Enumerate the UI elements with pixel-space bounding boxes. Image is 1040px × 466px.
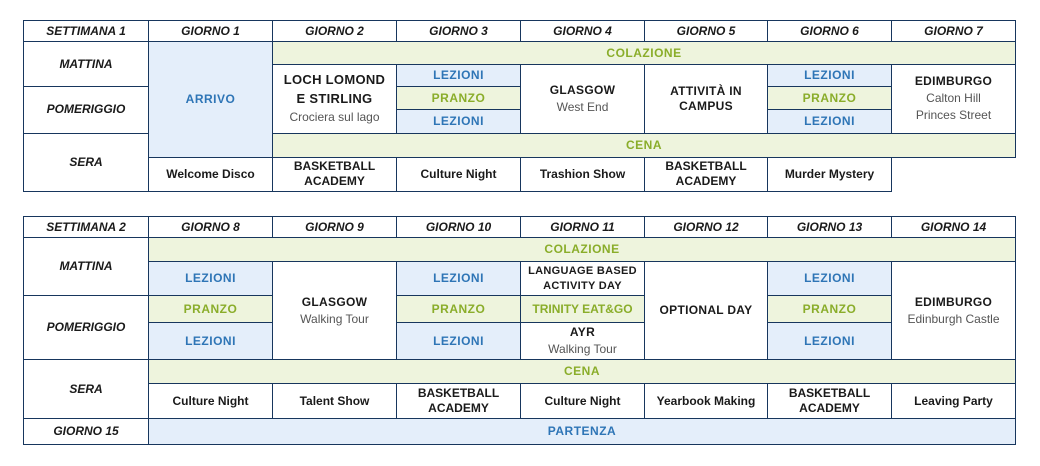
day-10-lessons-afternoon: LEZIONI [397, 323, 521, 360]
day-7-subtitle-line1: Calton Hill [926, 91, 981, 106]
day-7-subtitle-line2: Princes Street [915, 108, 992, 123]
day-15-label: GIORNO 15 [24, 419, 149, 445]
day-14-evening: Leaving Party [892, 384, 1016, 419]
day-14-activity [892, 262, 1016, 360]
day-6-evening: BASKETBALL ACADEMY [645, 157, 768, 191]
day-2-title-line1: LOCH LOMOND [283, 72, 386, 88]
breakfast-cell: COLAZIONE [273, 42, 1016, 65]
day-6-lunch: PRANZO [768, 87, 892, 110]
day-11-morning-line1: LANGUAGE BASED [528, 264, 637, 277]
day-7-header: GIORNO 7 [892, 21, 1016, 42]
day-10-lessons-morning: LEZIONI [397, 262, 521, 296]
day-5-activity [645, 65, 768, 133]
morning-label: MATTINA [24, 42, 149, 87]
day-4-header: GIORNO 4 [521, 21, 645, 42]
day-11-lunch: TRINITY EAT&GO [521, 296, 645, 323]
day-10-header: GIORNO 10 [397, 217, 521, 238]
dinner-cell: CENA [273, 133, 1016, 157]
day-3-evening: BASKETBALL ACADEMY [273, 157, 397, 191]
week-2-schedule-table [23, 216, 1016, 445]
day-14-header: GIORNO 14 [892, 217, 1016, 238]
evening-label: SERA [24, 133, 149, 191]
day-9-activity [273, 262, 397, 360]
day-11-title: AYR [569, 325, 596, 339]
day-3-lunch: PRANZO [397, 87, 521, 110]
day-4-activity [521, 65, 645, 133]
w2-dinner-cell: CENA [149, 360, 1016, 384]
day-2-title-line2: E STIRLING [296, 91, 373, 107]
day-2-subtitle: Crociera sul lago [289, 110, 380, 125]
departure-cell: PARTENZA [149, 419, 1016, 445]
day-5-header: GIORNO 5 [645, 21, 768, 42]
day-10-lunch: PRANZO [397, 296, 521, 323]
day-4-evening: Culture Night [397, 157, 521, 191]
week-1-label: SETTIMANA 1 [24, 21, 149, 42]
day-11-morning-activity [521, 262, 645, 296]
w2-evening-label: SERA [24, 360, 149, 419]
day-12-activity [645, 262, 768, 360]
day-6-lessons-afternoon: LEZIONI [768, 110, 892, 133]
day-7-evening: Murder Mystery [768, 157, 892, 191]
day-12-evening: Yearbook Making [645, 384, 768, 419]
day-13-lunch: PRANZO [768, 296, 892, 323]
day-10-evening: BASKETBALL ACADEMY [397, 384, 521, 419]
day-8-lunch: PRANZO [149, 296, 273, 323]
day-5-title-line1: ATTIVITÀ IN [670, 83, 742, 98]
day-4-subtitle: West End [556, 99, 609, 114]
w2-afternoon-label: POMERIGGIO [24, 296, 149, 360]
day-13-lessons-morning: LEZIONI [768, 262, 892, 296]
day-3-lessons-morning: LEZIONI [397, 65, 521, 87]
day-11-afternoon-activity [521, 323, 645, 360]
day-3-lessons-afternoon: LEZIONI [397, 110, 521, 133]
day-2-evening: Welcome Disco [149, 157, 273, 191]
day-6-header: GIORNO 6 [768, 21, 892, 42]
day-7-activity [892, 65, 1016, 133]
day-4-title: GLASGOW [549, 82, 616, 97]
day-8-evening: Culture Night [149, 384, 273, 419]
arrival-cell: ARRIVO [149, 42, 273, 158]
day-11-subtitle: Walking Tour [548, 342, 617, 356]
day-11-morning-line2: ACTIVITY DAY [543, 279, 622, 292]
day-9-title: GLASGOW [301, 294, 368, 309]
day-5-evening: Trashion Show [521, 157, 645, 191]
w2-morning-label: MATTINA [24, 238, 149, 296]
w2-breakfast-cell: COLAZIONE [149, 238, 1016, 262]
day-8-header: GIORNO 8 [149, 217, 273, 238]
day-3-header: GIORNO 3 [397, 21, 521, 42]
day-6-lessons-morning: LEZIONI [768, 65, 892, 87]
day-7-title: EDIMBURGO [914, 74, 993, 89]
week-1-schedule-table [23, 20, 1016, 192]
day-11-header: GIORNO 11 [521, 217, 645, 238]
day-13-evening: BASKETBALL ACADEMY [768, 384, 892, 419]
day-9-subtitle: Walking Tour [300, 311, 369, 326]
afternoon-label: POMERIGGIO [24, 87, 149, 133]
day-11-evening: Culture Night [521, 384, 645, 419]
day-14-title: EDIMBURGO [914, 294, 993, 309]
day-12-title: OPTIONAL DAY [659, 303, 753, 317]
day-9-evening: Talent Show [273, 384, 397, 419]
day-5-title-line2: CAMPUS [679, 98, 733, 113]
day-2-activity [273, 65, 397, 133]
day-8-lessons-afternoon: LEZIONI [149, 323, 273, 360]
day-14-subtitle: Edinburgh Castle [907, 311, 1000, 326]
week-2-label: SETTIMANA 2 [24, 217, 149, 238]
day-12-header: GIORNO 12 [645, 217, 768, 238]
day-13-lessons-afternoon: LEZIONI [768, 323, 892, 360]
day-9-header: GIORNO 9 [273, 217, 397, 238]
day-8-lessons-morning: LEZIONI [149, 262, 273, 296]
day-13-header: GIORNO 13 [768, 217, 892, 238]
day-1-header: GIORNO 1 [149, 21, 273, 42]
day-2-header: GIORNO 2 [273, 21, 397, 42]
